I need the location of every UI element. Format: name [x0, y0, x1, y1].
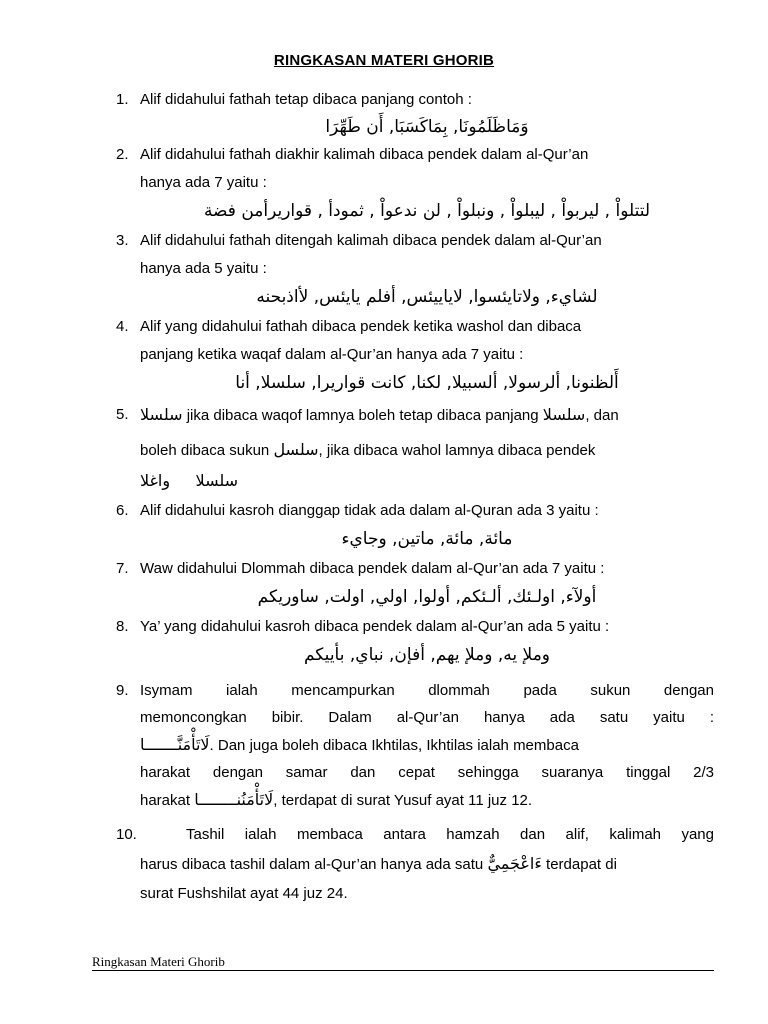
item-text-line-2: hanya ada 5 yaitu : [140, 260, 267, 277]
list-item-5 [116, 405, 714, 491]
arabic-example: أَلظنونا, ألرسولا, ألسبيلا, لكنا, كانت قواريرا, سلسلا, أنا [235, 373, 619, 393]
list-item-3 [116, 231, 714, 309]
item-text-line-5 [140, 786, 714, 814]
page-footer: Ringkasan Materi Ghorib [92, 954, 714, 971]
text-segment: jika dibaca waqof lamnya boleh tetap dibaca panjang [182, 407, 543, 424]
item-list [116, 90, 714, 908]
item-text-line-2: hanya ada 7 yaitu : [140, 174, 267, 191]
arabic-word: سلسلا [140, 405, 183, 424]
text-segment: , terdapat di surat Yusuf ayat 11 juz 12. [273, 792, 533, 809]
text-segment: , jika dibaca wahol lamnya dibaca pendek [318, 442, 596, 459]
item-text: Alif didahului kasroh dianggap tidak ada dalam al-Quran ada 3 yaitu : [140, 502, 599, 519]
page-title: RINGKASAN MATERI GHORIB [273, 52, 495, 69]
list-item-4 [116, 317, 714, 395]
item-text-line-4: harakat dengan samar dan cepat sehingga suaranya tinggal 2/3 [140, 764, 714, 781]
arabic-word: لَاتَأْمَنُنــــــــا [194, 790, 274, 809]
item-text: Waw didahului Dlommah dibaca pendek dalam al-Qur’an ada 7 yaitu : [140, 560, 605, 577]
list-item-1 [116, 90, 714, 139]
arabic-example: أولآء, اولـئك, ألـئكم, أولوا, اولي, اولت, ساوريكم [257, 587, 597, 607]
item-number: 10. [116, 826, 137, 843]
arabic-word: سلسلا [542, 405, 586, 424]
arabic-word: لَاتَأْمَنَّـــــــا [140, 735, 210, 754]
item-text-line-1: Tashil ialah membaca antara hamzah dan alif, kalimah yang [186, 826, 714, 843]
text-segment: terdapat di [541, 856, 617, 873]
arabic-example: لتتلواْ , ليربواْ , ليبلواْ , ونبلواْ , لن ندعواْ , ثمودأ , قواريرأمن فضة [203, 201, 651, 221]
item-number: 7. [116, 560, 129, 577]
arabic-example: وَمَاظَلَمُونَا, بِمَاكَسَبَا, أَن طَهِّرَا [325, 117, 529, 137]
item-number: 2. [116, 146, 129, 163]
arabic-example: سلسلا واغلا [140, 471, 239, 490]
item-text-line-3 [140, 731, 714, 759]
item-text-line-2: memoncongkan bibir. Dalam al-Qur’an hanya ada satu yaitu : [140, 709, 714, 726]
list-item-6 [116, 501, 714, 551]
item-text: Alif didahului fathah tetap dibaca panjang contoh : [140, 91, 472, 108]
arabic-example: وملإ يه, وملإ يهم, أفإن, نباي, بأييكم [303, 645, 551, 665]
item-number: 5. [116, 406, 129, 423]
list-item-8 [116, 617, 714, 667]
item-text-line-1: Alif didahului fathah diakhir kalimah dibaca pendek dalam al-Qur’an [140, 146, 589, 163]
list-item-10 [116, 820, 714, 908]
item-number: 1. [116, 91, 129, 108]
text-segment: boleh dibaca sukun [140, 442, 274, 459]
arabic-example: مائة, مائة, ماتين, وجايء [341, 529, 513, 549]
item-text-line-2 [140, 440, 714, 461]
item-text-line-1: Alif didahului fathah ditengah kalimah dibaca pendek dalam al-Qur’an [140, 232, 602, 249]
item-text-line-3: surat Fushshilat ayat 44 juz 24. [140, 885, 348, 902]
text-segment: . Dan juga boleh dibaca Ikhtilas, Ikhtilas ialah membaca [209, 737, 579, 754]
arabic-word: ءَاعْجَمِيٌّ [487, 854, 542, 873]
text-segment: harakat [140, 792, 195, 809]
item-number: 6. [116, 502, 129, 519]
item-text-line-1 [140, 405, 714, 426]
item-text: Ya’ yang didahului kasroh dibaca pendek dalam al-Qur’an ada 5 yaitu : [140, 618, 610, 635]
item-number: 3. [116, 232, 129, 249]
item-number: 4. [116, 318, 129, 335]
item-text-line-2: panjang ketika waqaf dalam al-Qur’an hanya ada 7 yaitu : [140, 346, 524, 363]
list-item-2 [116, 145, 714, 223]
list-item-7 [116, 559, 714, 609]
list-item-9 [116, 677, 714, 814]
item-number: 8. [116, 618, 129, 635]
item-text-line-1: Alif yang didahului fathah dibaca pendek ketika washol dan dibaca [140, 318, 582, 335]
arabic-word: سلسل [273, 440, 319, 459]
text-segment: harus dibaca tashil dalam al-Qur’an hanya ada satu [140, 856, 488, 873]
arabic-example: لشايء, ولاتايئسوا, لاياييئس, أفلم يايئس, لأاذبحنه [256, 287, 598, 307]
text-segment: , dan [585, 407, 619, 424]
item-number: 9. [116, 682, 129, 699]
item-text-line-2 [140, 849, 714, 879]
item-text-line-1: Isymam ialah mencampurkan dlommah pada sukun dengan [140, 682, 714, 699]
